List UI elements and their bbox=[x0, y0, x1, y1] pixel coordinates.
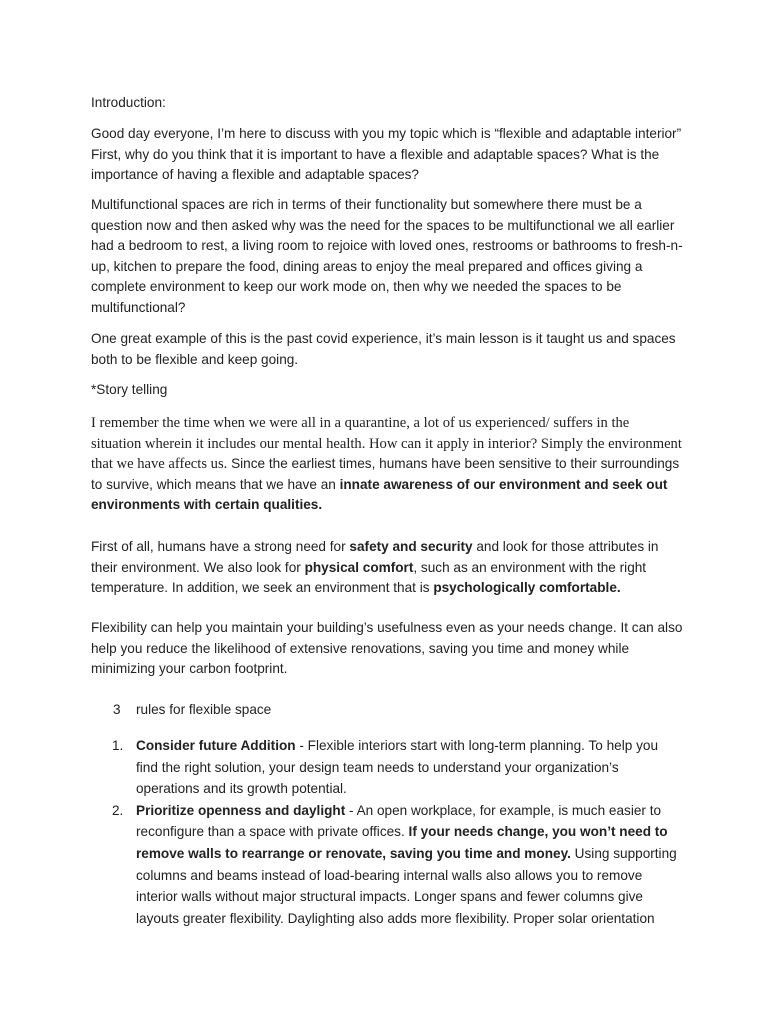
paragraph-covid-example: One great example of this is the past covid experience, it’s main lesson is it taught us and spaces both to be flexible and keep going. bbox=[91, 331, 676, 367]
story-telling-label: *Story telling bbox=[91, 382, 168, 397]
story-serif-text: I remember the time when we were all in a quarantine, a lot of us experienced/ suffers in the situation wherein it includes our mental health. How can it apply in interior? Simply the environment that we have affects us. bbox=[91, 415, 682, 472]
needs-bold-psychological: psychologically comfortable. bbox=[433, 580, 621, 595]
needs-bold-safety: safety and security bbox=[349, 539, 473, 554]
needs-text-2: and look for those attributes in their environment. We also look for bbox=[91, 539, 659, 575]
list-item-bold-text: If your needs change, you won’t need to remove walls to rearrange or renovate, saving you time and money. bbox=[136, 824, 668, 861]
paragraph-opening: Good day everyone, I’m here to discuss with you my topic which is “flexible and adaptable interior” First, why do you think that it is important to have a flexible and adaptable spaces? What is the importance of having a flexible and adaptable spaces? bbox=[91, 126, 682, 182]
rules-label: rules for flexible space bbox=[136, 702, 272, 717]
list-item-text: - Flexible interiors start with long-term planning. To help you find the right solution, your design team needs to understand your organization’s operations and its growth potential. bbox=[136, 738, 659, 797]
list-number: 1. bbox=[112, 738, 124, 753]
list-item-title: Consider future Addition bbox=[136, 738, 296, 753]
rules-count: 3 bbox=[113, 702, 121, 717]
rules-heading bbox=[113, 700, 271, 720]
rules-list bbox=[91, 735, 683, 929]
story-bold-text: innate awareness of our environment and seek out environments with certain qualities. bbox=[91, 476, 668, 512]
needs-bold-comfort: physical comfort bbox=[304, 559, 414, 575]
paragraph-multifunctional: Multifunctional spaces are rich in terms of their functionality but somewhere there must be a question now and then asked why was the need for the spaces to be multifunctional we all earlier had a bedroom to rest, a living room to rejoice with loved ones, restrooms or bathrooms to fresh-n-up, kitchen to prepare the food, dining areas to enjoy the meal prepared and offices giving a complete environment to keep our work mode on, then why we needed the spaces to be multifunctional? bbox=[91, 197, 683, 315]
list-item bbox=[91, 735, 683, 800]
story-text: Since the earliest times, humans have been sensitive to their surroundings to survive, which means that we have an bbox=[91, 456, 680, 492]
list-item-title: Prioritize openness and daylight bbox=[136, 802, 346, 818]
list-number: 2. bbox=[112, 802, 124, 818]
needs-text-3: , such as an environment with the right temperature. In addition, we seek an environment that is bbox=[91, 559, 647, 595]
list-item bbox=[91, 800, 683, 930]
paragraph-story bbox=[91, 413, 683, 516]
intro-heading: Introduction: bbox=[91, 95, 166, 110]
list-item-text-continued: Using supporting columns and beams instead of load-bearing internal walls also allows you to remove interior walls without major structural impacts. Longer spans and fewer columns give layouts greater flexibility. Daylighting also adds more flexibility. Proper solar orientation bbox=[136, 845, 677, 926]
paragraph-flexibility: Flexibility can help you maintain your building’s usefulness even as your needs change. It can also help you reduce the likelihood of extensive renovations, saving you time and money while minimizing your carbon footprint. bbox=[91, 620, 683, 676]
paragraph-human-needs bbox=[91, 537, 683, 599]
list-item-text: - An open workplace, for example, is much easier to reconfigure than a space with private offices. bbox=[136, 802, 662, 840]
needs-text-1: First of all, humans have a strong need for bbox=[91, 539, 350, 554]
